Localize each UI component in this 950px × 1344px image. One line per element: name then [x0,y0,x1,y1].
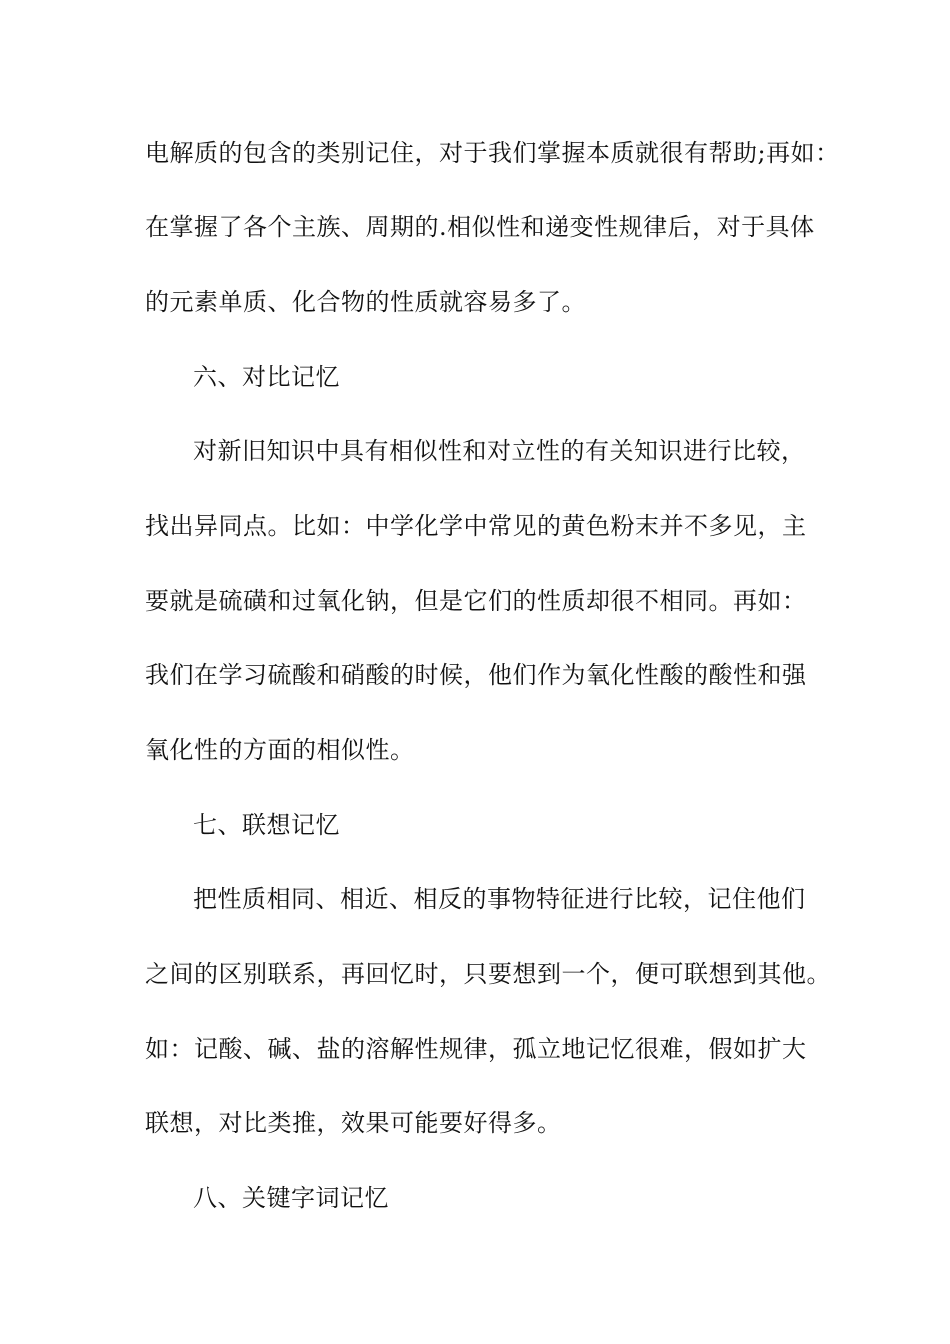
paragraph-line: 我们在学习硫酸和硝酸的时候，他们作为氧化性酸的酸性和强 [145,661,807,689]
paragraph-line: 氧化性的方面的相似性。 [145,736,415,764]
section-heading: 八、关键字词记忆 [193,1184,389,1212]
paragraph-line: 找出异同点。比如：中学化学中常见的黄色粉末并不多见，主 [145,512,807,540]
paragraph-line: 如：记酸、碱、盐的溶解性规律，孤立地记忆很难，假如扩大 [145,1035,807,1063]
paragraph-line: 对新旧知识中具有相似性和对立性的有关知识进行比较， [193,437,806,465]
paragraph-line: 之间的区别联系，再回忆时，只要想到一个，便可联想到其他。 [145,960,831,988]
paragraph-line: 要就是硫磺和过氧化钠，但是它们的性质却很不相同。再如： [145,587,807,615]
paragraph-line: 联想，对比类推，效果可能要好得多。 [145,1109,562,1137]
paragraph-line: 电解质的包含的类别记住，对于我们掌握本质就很有帮助;再如： [145,139,840,167]
section-heading: 六、对比记忆 [193,363,340,391]
paragraph-line: 的元素单质、化合物的性质就容易多了。 [145,288,586,316]
paragraph-line: 在掌握了各个主族、周期的.相似性和递变性规律后，对于具体 [145,213,815,241]
paragraph-line: 把性质相同、相近、相反的事物特征进行比较，记住他们 [193,885,806,913]
section-heading: 七、联想记忆 [193,811,340,839]
